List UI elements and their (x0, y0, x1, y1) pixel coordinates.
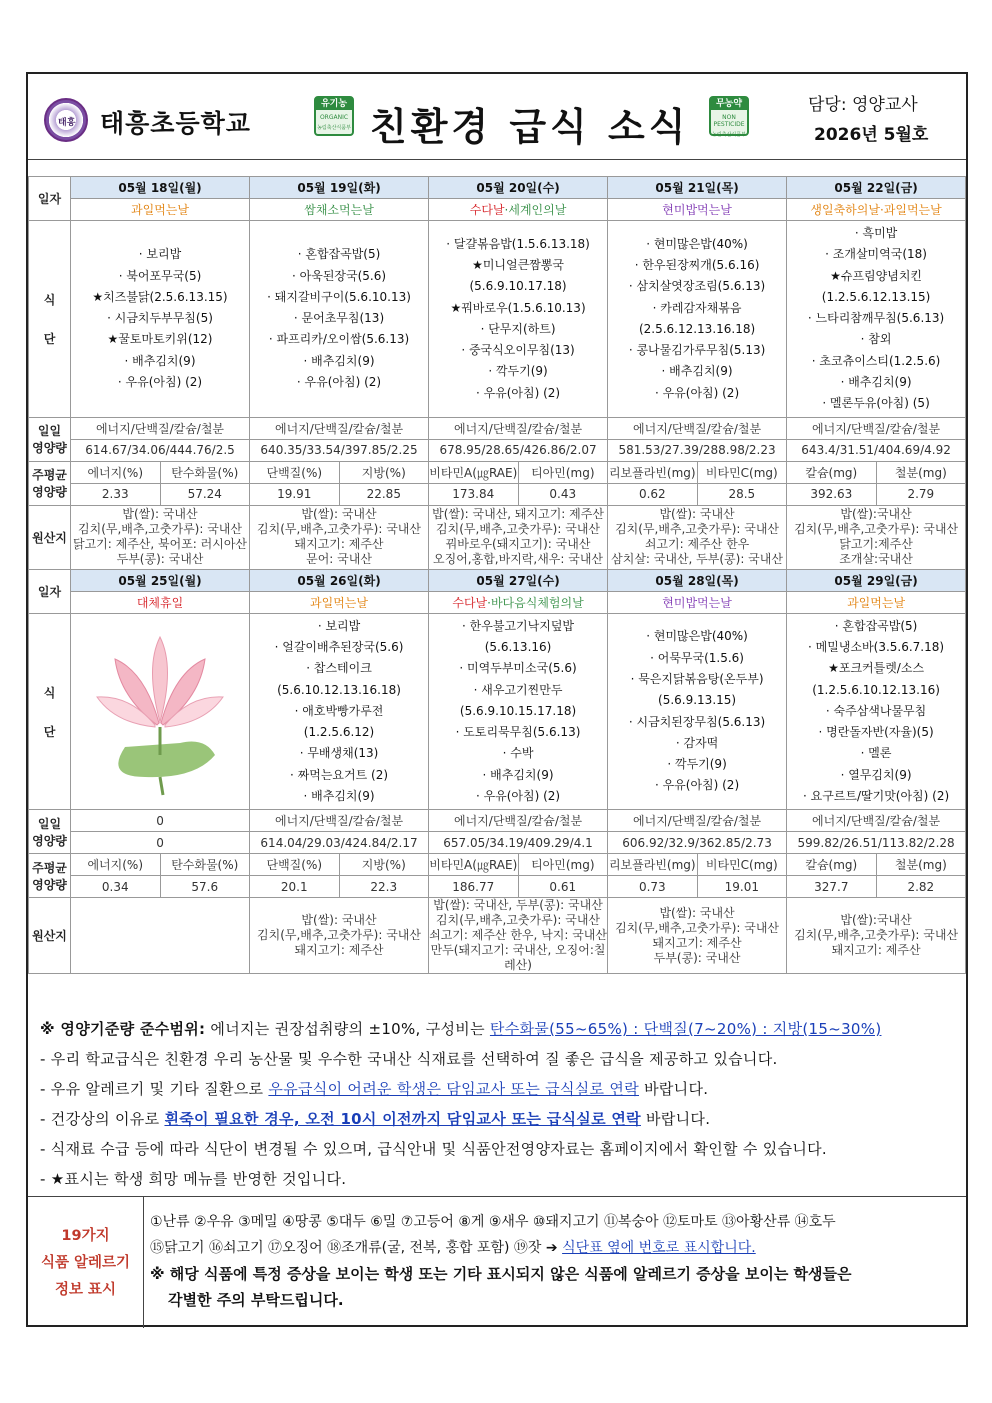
origin-item: 김치(무,배추,고춧가루): 국내산 (436, 913, 601, 928)
weekly-nutrient-value: 173.84 (429, 483, 519, 505)
origin-row (29, 505, 966, 569)
weekly-nutrient-value: 19.01 (697, 876, 787, 898)
origin-item: 돼지고기: 제주산 (831, 943, 921, 958)
menu-item: · 우유(아침) (2) (475, 385, 561, 400)
origin-row (29, 898, 966, 974)
day-origin (71, 898, 250, 974)
menu-item: ★미니얼큰짬뽕국 (472, 257, 564, 272)
weekly-nutrient-value: 327.7 (787, 876, 877, 898)
daily-header-row (29, 810, 966, 832)
origin-item: 돼지고기: 제주산 (294, 537, 384, 552)
daily-nutrient-header: 에너지/단백질/칼슘/철분 (608, 417, 787, 439)
origin-item: 꿔바로우(돼지고기): 국내산 (445, 537, 591, 552)
weekly-nutrient-label: 칼슘(mg) (787, 461, 877, 483)
menu-item: · 메밀냉소바(3.5.6.7.18) (808, 639, 945, 654)
weekly-nutrient-label: 칼슘(mg) (787, 854, 877, 876)
menu-item: · 우유(아침) (2) (654, 385, 740, 400)
day-note: 수다날·세계인의날 (429, 199, 608, 221)
day-date: 05월 26일(화) (250, 569, 429, 591)
day-origin (429, 898, 608, 974)
menu-item: · 새우고기찐만두 (473, 682, 563, 697)
menu-item: · 열무김치(9) (840, 767, 912, 782)
origin-item: 김치(무,배추,고춧가루): 국내산 (78, 522, 242, 537)
day-note: 현미밥먹는날 (608, 591, 787, 613)
menu-item: · 단무지(하트) (480, 321, 556, 336)
day-date: 05월 25일(월) (71, 569, 250, 591)
day-menu (429, 613, 608, 810)
origin-item: 닭고기: 제주산, 북어포: 러시아산 (72, 537, 248, 552)
manager-label: 담당: 영양교사 (808, 95, 918, 115)
day-date: 05월 20일(수) (429, 177, 608, 199)
menu-item: · 참외 (860, 332, 892, 347)
menu-item: · 우유(아침) (2) (117, 375, 203, 390)
menu-item: ★꿔바로우(1.5.6.10.13) (450, 300, 586, 315)
allergy-info (28, 1196, 966, 1327)
day-note: 과일먹는날 (250, 591, 429, 613)
menu-item: · 짜먹는요거트 (2) (290, 767, 389, 782)
daily-nutrient-values: 599.82/26.51/113.82/2.28 (787, 832, 966, 854)
day-date: 05월 19일(화) (250, 177, 429, 199)
menu-item: · 배추김치(9) (661, 364, 733, 379)
weekly-nutrient-label: 단백질(%) (250, 854, 340, 876)
origin-item: 밥(쌀): 국내산 (659, 507, 735, 522)
weekly-nutrient-label: 티아민(mg) (518, 854, 608, 876)
date-row (29, 569, 966, 591)
origin-item: 돼지고기: 제주산 (652, 935, 742, 950)
origin-item: 쇠고기: 제주산 한우, 낙지: 국내산 (429, 928, 607, 943)
day-date: 05월 22일(금) (787, 177, 966, 199)
day-date: 05월 28일(목) (608, 569, 787, 591)
weekly-nutrient-value: 19.91 (250, 483, 340, 505)
menu-item: · 삼치살엿장조림(5.6.13) (628, 279, 766, 294)
day-menu (250, 613, 429, 810)
daily-nutrient-values: 657.05/34.19/409.29/4.1 (429, 832, 608, 854)
weekly-label-row (29, 461, 966, 483)
menu-item: · 흑미밥 (854, 226, 898, 240)
no-pesticide-badge-icon: 무농약 NON PESTICIDE 농림축산식품부 (709, 96, 749, 136)
day-origin (429, 505, 608, 569)
menu-item: · 어묵무국(1.5.6) (650, 650, 744, 665)
origin-item: 밥(쌀): 국내산 (301, 507, 377, 522)
allergy-list: ①난류 ②우유 ③메밀 ④땅콩 ⑤대두 ⑥밀 ⑦고등어 ⑧게 ⑨새우 ⑩돼지고기 ⑪복숭아 ⑫토마토 ⑬아황산류 ⑭호두 ⑮닭고기 ⑯쇠고기 ⑰오징어 ⑱조개류(굴, 전복, 홍합 포함) ⑲잣 ➔ 식단표 옆에 번호로 표시합니다. ※ 해당 식품에 특정 증상을 보이는 학생 또는 기타 표시되지 않은 식품에 알레르기 증상을 보이는 학생들은 각별한 주의 부탁드립니다. (150, 1214, 852, 1309)
daily-nutrient-header: 에너지/단백질/칼슘/철분 (787, 417, 966, 439)
weekly-nutrient-value: 2.33 (71, 483, 161, 505)
menu-item: · 깍두기(9) (667, 757, 727, 772)
origin-item: 문어: 국내산 (306, 552, 372, 567)
daily-nutrient-header: 에너지/단백질/칼슘/철분 (429, 417, 608, 439)
origin-item: 김치(무,배추,고춧가루): 국내산 (615, 522, 780, 537)
school-emblem-icon: 태흥 (44, 98, 88, 142)
day-origin (250, 898, 429, 974)
weekly-nutrient-value: 0.73 (608, 876, 698, 898)
menu-item: · 묵은지닭볶음탕(온두부) (630, 671, 764, 686)
menu-item: · 느타리참깨무침(5.6.13) (807, 311, 945, 326)
weekly-nutrient-label: 비타민C(mg) (697, 461, 787, 483)
day-origin (787, 505, 966, 569)
daily-nutrient-values: 614.67/34.06/444.76/2.5 (71, 439, 250, 461)
weekly-nutrient-label: 단백질(%) (250, 461, 340, 483)
menu-item: · 돼지갈비구이(5.6.10.13) (267, 289, 411, 304)
holiday-cell (71, 613, 250, 810)
daily-nutrient-header: 에너지/단백질/칼슘/철분 (250, 810, 429, 832)
notice-menu-change: - 식재료 수급 등에 따라 식단이 변경될 수 있으며, 급식안내 및 식품안전영양자료는 홈페이지에서 확인할 수 있습니다. (40, 1140, 828, 1158)
menu-item: · 배추김치(9) (482, 767, 554, 782)
menu-item: · 찹스테이크 (306, 661, 372, 676)
menu-table (28, 176, 966, 974)
menu-item: · 얼갈이배추된장국(5.6) (274, 639, 404, 654)
notice-porridge: - 건강상의 이유로 흰죽이 필요한 경우, 오전 10시 이전까지 담임교사 또는 급식실로 연락 바랍니다. (40, 1110, 711, 1128)
page-title: 친환경 급식 소식 (370, 105, 690, 149)
daily-nutrient-values: 678.95/28.65/426.86/2.07 (429, 439, 608, 461)
label-origin: 원산지 (29, 505, 71, 569)
day-menu (71, 221, 250, 418)
header (28, 74, 966, 160)
daily-nutrient-header: 에너지/단백질/칼슘/철분 (71, 417, 250, 439)
notice-nutrition-range: ※ 영양기준량 준수범위: 에너지는 권장섭취량의 ±10%, 구성비는 탄수화물(55~65%) : 단백질(7~20%) : 지방(15~30%) (40, 1020, 882, 1038)
weekly-nutrient-label: 비타민A(㎍RAE) (429, 854, 519, 876)
menu-item: ★치즈불닭(2.5.6.13.15) (92, 289, 228, 304)
day-menu (429, 221, 608, 418)
weekly-nutrient-label: 지방(%) (339, 854, 429, 876)
origin-item: 두부(콩): 국내산 (116, 552, 204, 567)
notice-section (40, 1014, 960, 1194)
origin-item: 김치(무,배추,고춧가루): 국내산 (794, 522, 959, 537)
daily-header-row (29, 417, 966, 439)
date-row (29, 177, 966, 199)
day-menu (787, 221, 966, 418)
menu-item: · 배추김치(9) (124, 353, 196, 368)
day-date: 05월 21일(목) (608, 177, 787, 199)
menu-item: · 달걀볶음밥(1.5.6.13.18) (446, 236, 590, 251)
label-daily-nutrition: 일일 영양량 (29, 810, 71, 854)
origin-item: 밥(쌀):국내산 (840, 913, 912, 928)
menu-item: · 혼합잡곡밥(5) (834, 618, 918, 633)
label-daily-nutrition: 일일 영양량 (29, 417, 71, 461)
day-menu (250, 221, 429, 418)
menu-item: · 시금치두부무침(5) (107, 311, 213, 326)
menu-item: · 콩나물김가루무침(5.13) (628, 343, 766, 358)
menu-item: · 배추김치(9) (303, 789, 375, 804)
origin-item: 닭고기:제주산 (839, 537, 913, 552)
daily-nutrient-values: 640.35/33.54/397.85/2.25 (250, 439, 429, 461)
origin-item: 김치(무,배추,고춧가루): 국내산 (615, 920, 780, 935)
weekly-nutrient-value: 57.6 (160, 876, 250, 898)
weekly-nutrient-label: 에너지(%) (71, 461, 161, 483)
day-menu (787, 613, 966, 810)
menu-item: (5.6.9.13.15) (658, 693, 737, 708)
menu-item: · 북어포무국(5) (118, 268, 202, 283)
origin-item: 밥(쌀):국내산 (840, 507, 912, 522)
menu-item: · 현미많은밥(40%) (646, 629, 748, 644)
day-origin (608, 505, 787, 569)
lotus-flower-icon (85, 627, 235, 797)
day-origin (71, 505, 250, 569)
label-date: 일자 (29, 569, 71, 613)
menu-item: · 조개살미역국(18) (825, 247, 927, 262)
organic-badge-icon: 유기농 ORGANIC 농림축산식품부 (314, 96, 354, 136)
label-date: 일자 (29, 177, 71, 221)
menu-item: · 우유(아침) (2) (475, 789, 561, 804)
origin-item: 김치(무,배추,고춧가루): 국내산 (257, 928, 421, 943)
weekly-nutrient-value: 2.82 (876, 876, 966, 898)
menu-item: (1.2.5.6.12) (303, 725, 375, 740)
menu-item: · 멜론 (860, 746, 892, 761)
weekly-nutrient-label: 에너지(%) (71, 854, 161, 876)
menu-item: · 보리밥 (317, 618, 361, 633)
daily-values-row (29, 832, 966, 854)
day-note: 과일먹는날 (787, 591, 966, 613)
day-origin (787, 898, 966, 974)
menu-item: · 도토리묵무침(5.6.13) (455, 725, 581, 740)
weekly-nutrient-label: 지방(%) (339, 461, 429, 483)
menu-item: (1.2.5.6.12.13.15) (821, 289, 931, 304)
menu-item: · 미역두부미소국(5.6) (459, 661, 577, 676)
day-note: 과일먹는날 (71, 199, 250, 221)
weekly-nutrient-label: 비타민C(mg) (697, 854, 787, 876)
origin-item: 쇠고기: 제주산 한우 (644, 537, 750, 552)
weekly-nutrient-label: 철분(mg) (876, 461, 966, 483)
daily-values-row (29, 439, 966, 461)
origin-item: 김치(무,배추,고춧가루): 국내산 (436, 522, 601, 537)
label-origin: 원산지 (29, 898, 71, 974)
origin-item: 밥(쌀): 국내산 (301, 913, 377, 928)
label-weekly-nutrition: 주평균 영양량 (29, 854, 71, 898)
menu-item: · 멜론두유(아침) (5) (822, 396, 930, 411)
daily-nutrient-header: 에너지/단백질/칼슘/철분 (787, 810, 966, 832)
daily-nutrient-values: 643.4/31.51/404.69/4.92 (787, 439, 966, 461)
school-name: 태흥초등학교 (100, 109, 251, 138)
weekly-values-row (29, 876, 966, 898)
menu-item: ★포크커틀렛/소스 (828, 661, 925, 676)
menu-item: · 배추김치(9) (303, 353, 375, 368)
menu-item: (2.5.6.12.13.16.18) (638, 321, 756, 336)
menu-item: (5.6.9.10.17.18) (469, 279, 567, 294)
origin-item: 오징어,홍합,바지락,새우: 국내산 (433, 552, 604, 567)
weekly-nutrient-label: 리보플라빈(mg) (608, 461, 698, 483)
day-origin (608, 898, 787, 974)
notice-eco-food: - 우리 학교급식은 친환경 우리 농산물 및 우수한 국내산 식재료를 선택하여 질 좋은 급식을 제공하고 있습니다. (40, 1050, 778, 1068)
daily-nutrient-values: 606.92/32.9/362.85/2.73 (608, 832, 787, 854)
menu-item: · 아욱된장국(5.6) (292, 268, 387, 283)
weekly-nutrient-value: 22.3 (339, 876, 429, 898)
menu-item: · 파프리카/오이쌈(5.6.13) (268, 332, 410, 347)
weekly-nutrient-value: 0.62 (608, 483, 698, 505)
day-note: 현미밥먹는날 (608, 199, 787, 221)
menu-item: · 요구르트/딸기맛(아침) (2) (802, 789, 950, 804)
menu-item: · 한우불고기낙지덮밥 (462, 618, 575, 633)
day-menu (608, 221, 787, 418)
origin-item: 밥(쌀): 국내산 (659, 905, 735, 920)
menu-item: · 초코츄이스티(1.2.5.6) (811, 353, 941, 368)
menu-item: · 시금치된장무침(5.6.13) (628, 714, 766, 729)
menu-item: · 배추김치(9) (840, 375, 912, 390)
weekly-nutrient-value: 2.79 (876, 483, 966, 505)
weekly-nutrient-label: 탄수화물(%) (160, 461, 250, 483)
menu-item: · 한우된장찌개(5.6.16) (634, 257, 760, 272)
weekly-nutrient-label: 티아민(mg) (518, 461, 608, 483)
menu-item: (1.2.5.6.10.12.13.16) (812, 682, 940, 697)
weekly-nutrient-label: 리보플라빈(mg) (608, 854, 698, 876)
day-date: 05월 29일(금) (787, 569, 966, 591)
weekly-nutrient-value: 0.43 (518, 483, 608, 505)
menu-item: · 감자떡 (675, 735, 719, 750)
menu-item: · 숙주삼색나물무침 (825, 703, 927, 718)
weekly-nutrient-value: 186.77 (429, 876, 519, 898)
menu-item: · 우유(아침) (2) (296, 375, 382, 390)
origin-item: 삼치살: 국내산, 두부(콩): 국내산 (611, 552, 783, 567)
day-note-row (29, 199, 966, 221)
day-note: 쌈채소먹는날 (250, 199, 429, 221)
menu-item: · 우유(아침) (2) (654, 778, 740, 793)
menu-item: ★꿀토마토키위(12) (107, 332, 213, 347)
menu-item: · 문어초무침(13) (293, 311, 385, 326)
menu-item: · 깍두기(9) (488, 364, 548, 379)
menu-item: · 무배생채(13) (299, 746, 379, 761)
weekly-nutrient-label: 비타민A(㎍RAE) (429, 461, 519, 483)
menu-item: · 카레감자채볶음 (652, 300, 742, 315)
day-note-row (29, 591, 966, 613)
weekly-nutrient-value: 22.85 (339, 483, 429, 505)
issue-label: 2026년 5월호 (814, 125, 929, 145)
day-date: 05월 18일(월) (71, 177, 250, 199)
menu-item: · 보리밥 (138, 247, 182, 262)
label-weekly-nutrition: 주평균 영양량 (29, 461, 71, 505)
origin-item: 밥(쌀): 국내산, 두부(콩): 국내산 (433, 898, 603, 913)
daily-nutrient-header: 에너지/단백질/칼슘/철분 (608, 810, 787, 832)
menu-item: ★슈프림양념치킨 (830, 268, 923, 283)
day-note: 수다날·바다음식체험의날 (429, 591, 608, 613)
weekly-nutrient-value: 28.5 (697, 483, 787, 505)
weekly-nutrient-value: 57.24 (160, 483, 250, 505)
notice-star-meaning: - ★표시는 학생 희망 메뉴를 반영한 것입니다. (40, 1170, 347, 1188)
daily-nutrient-header: 0 (71, 810, 250, 832)
notice-milk-allergy: - 우유 알레르기 및 기타 질환으로 우유급식이 어려운 학생은 담임교사 또는 급식실로 연락 바랍니다. (40, 1080, 709, 1098)
day-menu (608, 613, 787, 810)
menu-row (29, 613, 966, 810)
weekly-nutrient-value: 20.1 (250, 876, 340, 898)
weekly-nutrient-value: 0.34 (71, 876, 161, 898)
weekly-nutrient-label: 탄수화물(%) (160, 854, 250, 876)
origin-item: 김치(무,배추,고춧가루): 국내산 (257, 522, 421, 537)
label-menu: 식 단 (29, 221, 71, 418)
origin-item: 만두(돼지고기: 국내산, 오징어:칠레산) (430, 943, 606, 973)
allergy-title: 19가지 식품 알레르기 정보 표시 (28, 1197, 144, 1328)
menu-item: · 중국식오이무침(13) (461, 343, 575, 358)
day-origin (250, 505, 429, 569)
daily-nutrient-header: 에너지/단백질/칼슘/철분 (429, 810, 608, 832)
origin-item: 두부(콩): 국내산 (653, 950, 741, 965)
daily-nutrient-header: 에너지/단백질/칼슘/철분 (250, 417, 429, 439)
origin-item: 밥(쌀): 국내산 (122, 507, 198, 522)
daily-nutrient-values: 0 (71, 832, 250, 854)
weekly-nutrient-label: 철분(mg) (876, 854, 966, 876)
newsletter-page (26, 72, 968, 1327)
day-date: 05월 27일(수) (429, 569, 608, 591)
daily-nutrient-values: 581.53/27.39/288.98/2.23 (608, 439, 787, 461)
origin-item: 밥(쌀): 국내산, 돼지고기: 제주산 (432, 507, 604, 522)
weekly-nutrient-value: 392.63 (787, 483, 877, 505)
menu-item: · 수박 (502, 746, 534, 761)
weekly-label-row (29, 854, 966, 876)
menu-item: (5.6.13.16) (484, 639, 552, 654)
weekly-values-row (29, 483, 966, 505)
origin-item: 조개살:국내산 (839, 552, 913, 567)
menu-item: · 혼합잡곡밥(5) (297, 247, 381, 262)
menu-item: · 애호박빵가루전 (294, 703, 384, 718)
menu-item: · 현미많은밥(40%) (646, 236, 748, 251)
day-note: 대체휴일 (71, 591, 250, 613)
menu-item: (5.6.9.10.15.17.18) (459, 703, 577, 718)
menu-item: · 명란돌자반(자율)(5) (818, 725, 934, 740)
menu-row (29, 221, 966, 418)
origin-item: 김치(무,배추,고춧가루): 국내산 (794, 928, 959, 943)
menu-item: (5.6.10.12.13.16.18) (277, 682, 401, 697)
origin-item: 돼지고기: 제주산 (294, 943, 384, 958)
label-menu: 식 단 (29, 613, 71, 810)
daily-nutrient-values: 614.04/29.03/424.84/2.17 (250, 832, 429, 854)
day-note: 생일축하의날·과일먹는날 (787, 199, 966, 221)
weekly-nutrient-value: 0.61 (518, 876, 608, 898)
